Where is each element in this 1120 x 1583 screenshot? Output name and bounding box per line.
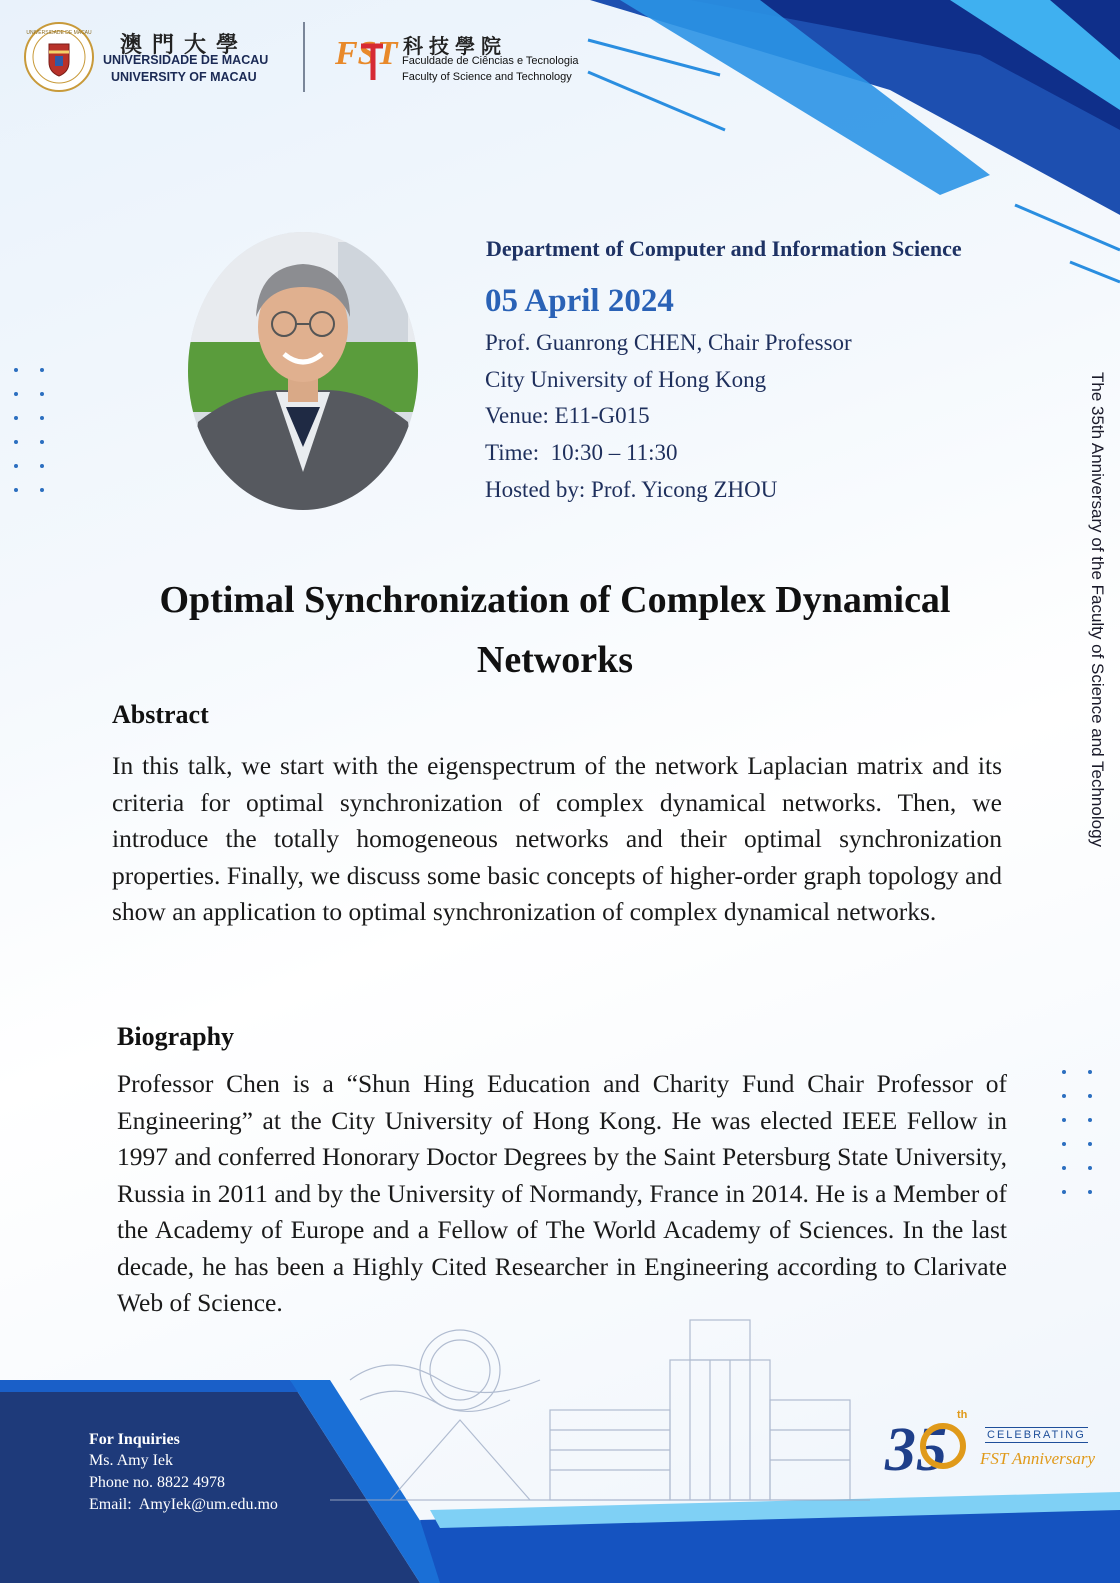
faculty-name-english: Faculty of Science and Technology [402,71,572,83]
university-name-portuguese: UNIVERSIDADE DE MACAU [103,53,269,67]
inquiries-phone: Phone no. 8822 4978 [89,1474,225,1491]
event-host: Hosted by: Prof. Yicong ZHOU [485,477,778,502]
inquiries-contact: Ms. Amy Iek [89,1452,173,1469]
header-divider [303,22,305,92]
talk-title: Optimal Synchronization of Complex Dynamical Networks [159,579,951,681]
campus-building-illustration [330,1300,870,1510]
university-name-english: UNIVERSITY OF MACAU [111,70,257,84]
fst-logo-lettering: FST [335,35,398,72]
anniversary-label: FST Anniversary [980,1449,1096,1468]
fst-logo [333,26,398,88]
anniversary-superscript: th [957,1409,968,1421]
anniversary-number: 35 [885,1416,947,1484]
department-name: Department of Computer and Information Science [486,236,962,261]
faculty-name-portuguese: Faculdade de Ciências e Tecnologia [402,55,579,67]
university-name-chinese: 澳門大學 [120,32,249,58]
speaker-affiliation: City University of Hong Kong [485,367,767,392]
event-time: Time: 10:30 – 11:30 [485,440,678,465]
event-venue: Venue: E11-G015 [485,403,650,428]
inquiries-email[interactable]: Email: AmyIek@um.edu.mo [89,1496,278,1513]
inquiries-heading: For Inquiries [89,1431,180,1448]
um-logo-lettering: UNIVERSIDADE DE MACAU [26,30,92,36]
35th-anniversary-logo [885,1404,975,1484]
dot-grid-right [1062,1070,1092,1214]
biography-text: Professor Chen is a “Shun Hing Education and Charity Fund Chair Professor of Engineering” at the City University of Hong Kong. He was elected IEEE Fellow in 1997 and conferred Honorary Doctor Degrees by the Saint Petersburg State University, Russia in 2011 and by the University of Normandy, France in 2014. He is a Member of the Academy of Europe and a Fellow of The World Academy of Sciences. In the last decade, he has been a Highly Cited Researcher in Engineering according to Clarivate Web of Science. [117,1069,1007,1317]
dot-grid-left [14,368,44,512]
speaker-name: Prof. Guanrong CHEN, Chair Professor [485,330,852,355]
celebrating-label: CELEBRATING [987,1429,1086,1441]
anniversary-side-text: The 35th Anniversary of the Faculty of Science and Technology [1088,372,1107,848]
speaker-photo [188,232,418,510]
university-of-macau-seal [24,22,94,92]
abstract-heading: Abstract [112,700,209,729]
biography-heading: Biography [117,1022,235,1051]
abstract-text: In this talk, we start with the eigenspectrum of the network Laplacian matrix and its criteria for optimal synchronization of complex dynamical networks. Then, we introduce the totally homogeneous networks and their optimal synchronization properties. Finally, we discuss some basic concepts of higher-order graph topology and show an application to optimal synchronization of complex dynamical networks. [112,751,1002,926]
event-date: 05 April 2024 [485,283,674,319]
faculty-name-chinese: 科技學院 [403,34,507,58]
